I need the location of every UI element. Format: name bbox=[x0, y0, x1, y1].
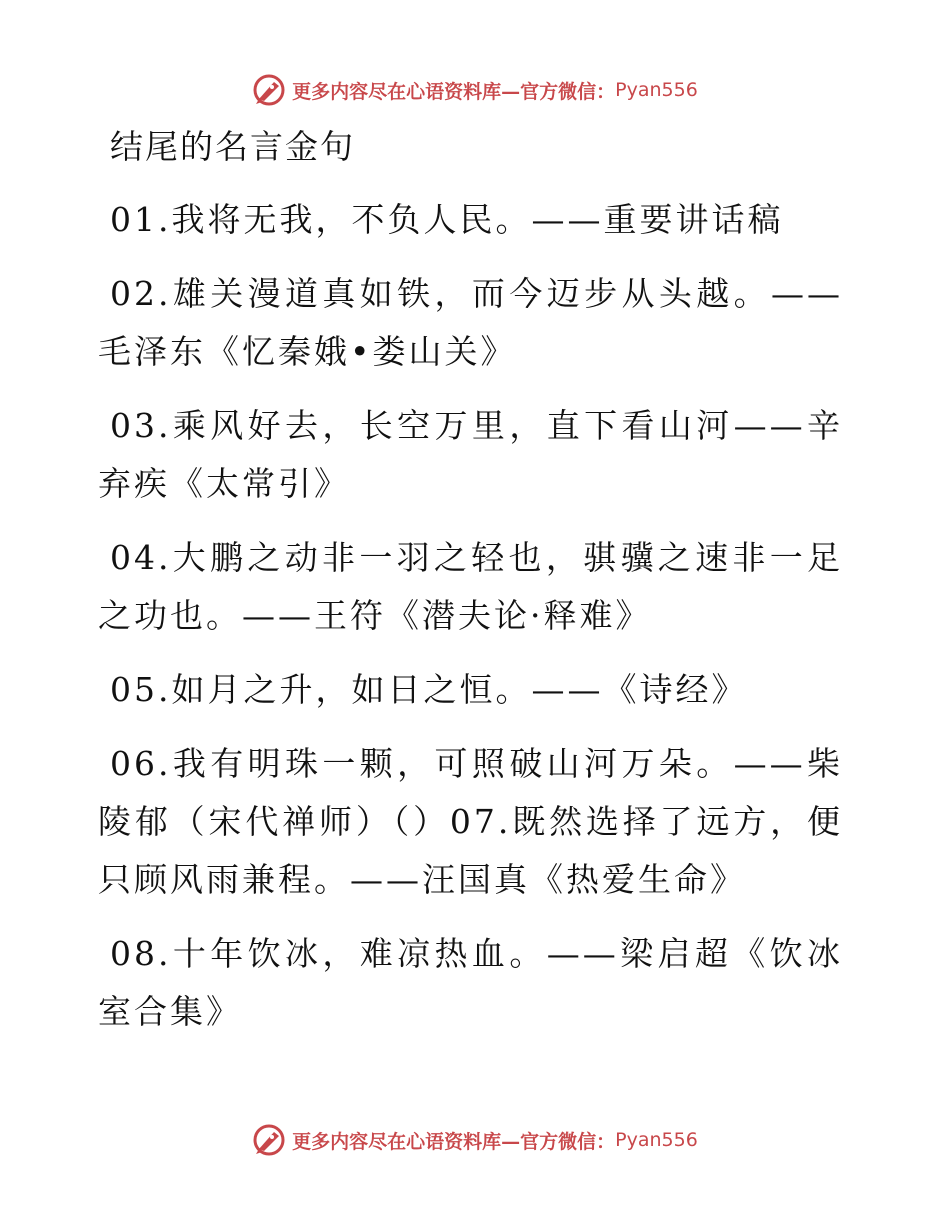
banner-wechat-id: Pyan556 bbox=[615, 1129, 698, 1151]
banner-text: 更多内容尽在心语资料库—官方微信： bbox=[292, 80, 616, 103]
banner-wechat-id: Pyan556 bbox=[615, 79, 698, 101]
quote-item: 05.如月之升，如日之恒。——《诗经》 bbox=[110, 670, 748, 709]
quote-item: 04.大鹏之动非一羽之轻也，骐骥之速非一足之功也。——王符《潜夫论·释难》 bbox=[98, 538, 843, 635]
quote-item: 02.雄关漫道真如铁，而今迈步从头越。——毛泽东《忆秦娥•娄山关》 bbox=[98, 274, 843, 371]
document-body bbox=[98, 122, 843, 1057]
pen-nib-logo-icon bbox=[252, 1123, 286, 1157]
quote-item: 08.十年饮冰，难凉热血。——梁启超《饮冰室合集》 bbox=[98, 934, 843, 1031]
footer-banner bbox=[0, 1120, 950, 1160]
quote-item: 01.我将无我，不负人民。——重要讲话稿 bbox=[110, 200, 784, 239]
banner-text: 更多内容尽在心语资料库—官方微信： bbox=[292, 1130, 616, 1153]
quote-item: 06.我有明珠一颗，可照破山河万朵。——柴陵郁（宋代禅师）（）07.既然选择了远方，便只顾风雨兼程。——汪国真《热爱生命》 bbox=[98, 744, 843, 899]
page-title: 结尾的名言金句 bbox=[110, 127, 355, 166]
pen-nib-logo-icon bbox=[252, 73, 286, 107]
header-banner bbox=[0, 70, 950, 110]
quote-item: 03.乘风好去，长空万里，直下看山河——辛弃疾《太常引》 bbox=[98, 406, 843, 503]
